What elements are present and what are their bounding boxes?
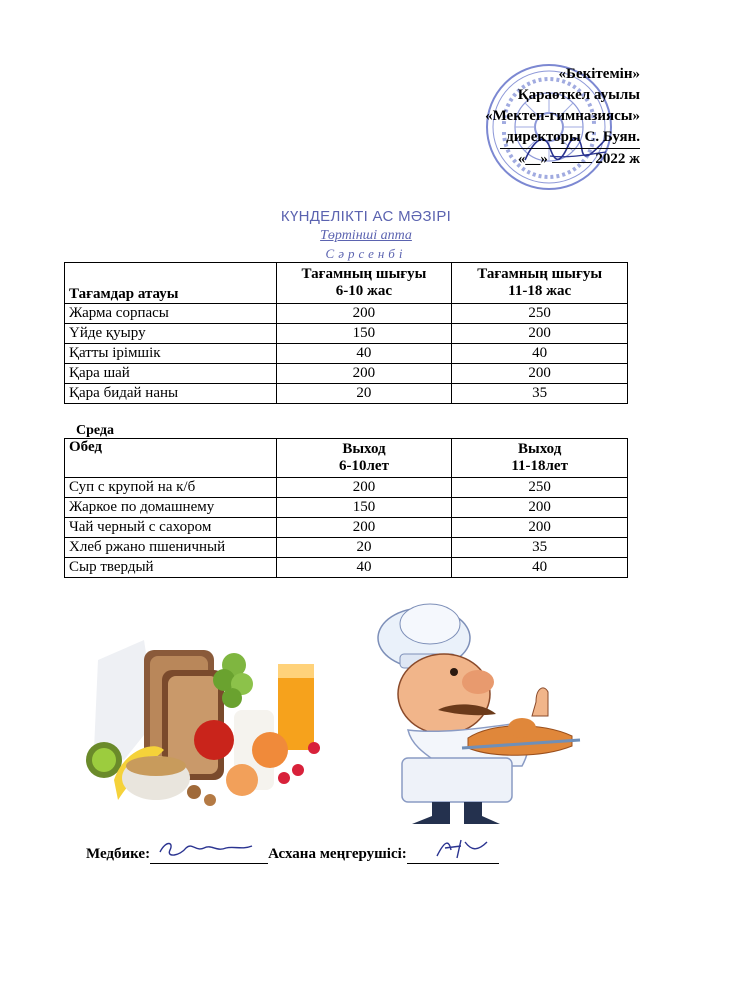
dish-name: Чай черный с сахором — [65, 518, 277, 538]
portion-11-18: 200 — [452, 518, 628, 538]
approval-date — [500, 148, 640, 170]
table-header-row — [65, 263, 628, 304]
chef-face-icon — [398, 654, 490, 734]
dish-name: Үйде қуыру — [65, 324, 277, 344]
header-age: 6-10лет — [339, 458, 389, 474]
table-row — [65, 344, 628, 364]
table-row — [65, 498, 628, 518]
header-meal: Обед — [65, 439, 277, 478]
table-row — [65, 558, 628, 578]
dish-name: Хлеб ржано пшеничный — [65, 538, 277, 558]
table-row — [65, 538, 628, 558]
portion-6-10: 40 — [276, 344, 452, 364]
nurse-signature-line — [150, 846, 268, 864]
kitchen-head-signature — [431, 836, 491, 860]
portion-11-18: 200 — [452, 498, 628, 518]
table-row — [65, 304, 628, 324]
header-label: Выход — [342, 441, 386, 457]
table-header-row — [65, 439, 628, 478]
menu-table-kazakh — [64, 262, 628, 404]
approval-date-year: 2022 ж — [595, 151, 640, 167]
header-portion-6-10 — [276, 263, 452, 304]
header-age: 11-18лет — [511, 458, 568, 474]
table-row — [65, 324, 628, 344]
dish-name: Қатты ірімшік — [65, 344, 277, 364]
portion-6-10: 150 — [276, 324, 452, 344]
header-portion-6-10 — [276, 439, 452, 478]
portion-11-18: 35 — [452, 384, 628, 404]
portion-6-10: 200 — [276, 304, 452, 324]
header-age: 6-10 жас — [335, 283, 393, 299]
kitchen-head-label: Асхана меңгерушісі: — [268, 846, 407, 862]
portion-6-10: 200 — [276, 364, 452, 384]
dish-name: Сыр твердый — [65, 558, 277, 578]
portion-6-10: 20 — [276, 538, 452, 558]
approval-line-4: директоры С. Буян. — [506, 129, 640, 145]
portion-11-18: 35 — [452, 538, 628, 558]
nurse-label: Медбике: — [86, 846, 151, 862]
nurse-signature — [156, 838, 256, 860]
header-age: 11-18 жас — [508, 283, 572, 299]
menu-day: Сәрсенбі — [325, 246, 407, 261]
day-label-russian: Среда — [76, 423, 115, 438]
menu-table-russian — [64, 438, 628, 578]
portion-11-18: 40 — [452, 558, 628, 578]
approval-line-3: «Мектеп-гимназиясы» — [485, 108, 640, 124]
portion-11-18: 250 — [452, 304, 628, 324]
thumbs-up-icon — [532, 688, 548, 716]
menu-title: КҮНДЕЛІКТІ АС МӘЗІРІ — [280, 208, 452, 225]
portion-6-10: 200 — [276, 478, 452, 498]
approval-date-day: «__» — [517, 151, 548, 167]
portion-11-18: 40 — [452, 344, 628, 364]
dish-name: Жаркое по домашнему — [65, 498, 277, 518]
approval-block — [350, 64, 640, 170]
header-portion-11-18 — [452, 263, 628, 304]
dish-name: Қара шай — [65, 364, 277, 384]
table-row — [65, 384, 628, 404]
chef-illustration — [372, 598, 592, 830]
food-illustration — [84, 600, 334, 830]
kitchen-head-signature-line — [407, 846, 499, 864]
header-label: Тағамның шығуы — [477, 266, 603, 282]
dish-name: Суп с крупой на к/б — [65, 478, 277, 498]
approval-line-1: «Бекітемін» — [558, 66, 640, 82]
menu-week: Төртінші апта — [320, 228, 412, 243]
header-portion-11-18 — [452, 439, 628, 478]
header-label: Выход — [518, 441, 562, 457]
table-row — [65, 478, 628, 498]
header-label: Тағамның шығуы — [301, 266, 427, 282]
signature-footer — [86, 846, 499, 864]
portion-11-18: 200 — [452, 324, 628, 344]
dish-name: Қара бидай наны — [65, 384, 277, 404]
portion-6-10: 40 — [276, 558, 452, 578]
dish-name: Жарма сорпасы — [65, 304, 277, 324]
apple-icon — [194, 720, 234, 760]
table-row — [65, 364, 628, 384]
table-row — [65, 518, 628, 538]
approval-line-2: Қараөткел ауылы — [517, 87, 640, 103]
portion-11-18: 250 — [452, 478, 628, 498]
portion-11-18: 200 — [452, 364, 628, 384]
header-dish-name: Тағамдар атауы — [65, 263, 277, 304]
portion-6-10: 200 — [276, 518, 452, 538]
portion-6-10: 150 — [276, 498, 452, 518]
portion-6-10: 20 — [276, 384, 452, 404]
